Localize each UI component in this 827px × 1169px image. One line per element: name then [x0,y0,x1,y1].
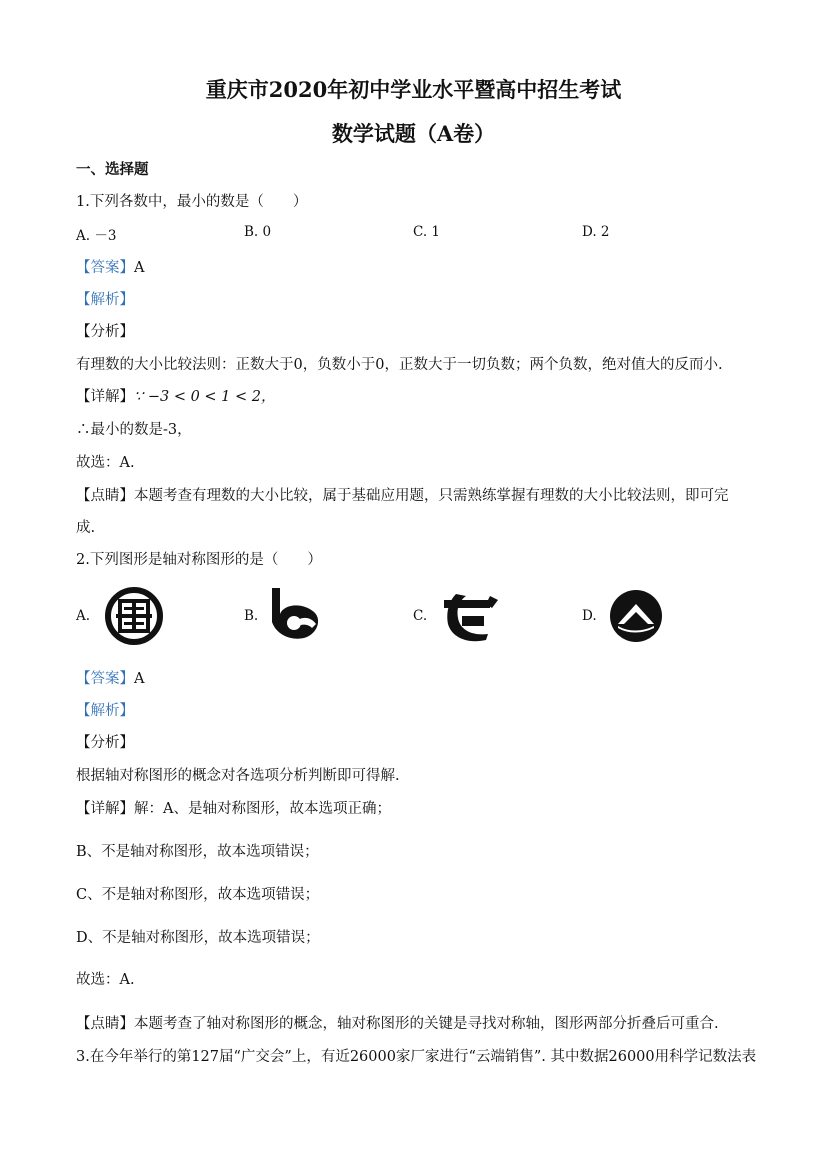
q1-option-b: B. 0 [244,224,272,240]
q2-stem: 2.下列图形是轴对称图形的是（ ） [76,552,322,568]
bank-logo-c-icon [438,586,504,646]
q2-answer-line [76,667,144,688]
q2-option-d-label: D. [582,608,597,624]
q2-fenxi: 根据轴对称图形的概念对各选项分析判断即可得解. [76,768,400,784]
q1-stem: 1.下列各数中，最小的数是（ ） [76,194,308,210]
comment-tag: 【点睛】 [76,488,134,504]
q2-option-a-label: A. [76,608,91,624]
q2-analysis-tag: 【解析】 [76,703,134,719]
section-heading: 一、选择题 [76,161,149,178]
page-subtitle: 数学试题（A卷） [331,121,496,146]
q2-line-d: D、不是轴对称图形，故本选项错误； [76,930,320,946]
q2-comment-line [76,1012,719,1033]
comment-tag: 【点睛】 [76,1016,134,1032]
q1-choose: 故选：A. [76,455,135,471]
q2-detail-line [76,797,391,818]
q2-detail: 解：A、是轴对称图形，故本选项正确； [134,801,391,817]
page-title: 重庆市2020年初中学业水平暨高中招生考试 [205,77,622,102]
q2-fenxi-tag: 【分析】 [76,735,134,751]
answer-tag: 【答案】 [76,671,134,687]
bank-logo-b-icon [268,586,324,642]
answer-tag: 【答案】 [76,260,134,276]
q1-comment: 本题考查有理数的大小比较，属于基础应用题，只需熟练掌握有理数的大小比较法则，即可完 [134,488,729,504]
q2-choose: 故选：A. [76,972,135,988]
q1-option-c: C. 1 [413,224,441,240]
q1-option-a: A. －3 [76,228,117,244]
q1-detail: ∵ −3 < 0 < 1 < 2， [134,389,276,405]
detail-tag: 【详解】 [76,801,134,817]
q2-answer: A [134,671,145,687]
q2-option-c-label: C. [413,608,428,624]
q1-conclusion: ∴最小的数是-3， [76,422,192,438]
q2-option-b-label: B. [244,608,259,624]
q2-comment: 本题考查了轴对称图形的概念，轴对称图形的关键是寻找对称轴，图形两部分折叠后可重合. [134,1016,719,1032]
detail-tag: 【详解】 [76,389,134,405]
q1-fenxi-tag: 【分析】 [76,324,134,340]
q1-comment-line [76,484,729,505]
q2-line-b: B、不是轴对称图形，故本选项错误； [76,844,319,860]
q2-line-c: C、不是轴对称图形，故本选项错误； [76,887,320,903]
q1-detail-line [76,385,276,406]
q1-answer: A [134,260,145,276]
bank-logo-a-icon [103,586,165,646]
q1-comment-cont: 成. [76,520,96,536]
q1-fenxi: 有理数的大小比较法则：正数大于0，负数小于0，正数大于一切负数；两个负数，绝对值大的反而小. [76,357,723,373]
q1-analysis-tag: 【解析】 [76,292,134,308]
bank-logo-d-icon [608,588,664,644]
q1-option-d: D. 2 [582,224,610,240]
q3-stem: 3.在今年举行的第127届“广交会”上，有近26000家厂家进行“云端销售”. 其中数据26000用科学记数法表 [76,1049,757,1065]
q1-answer-line [76,256,144,277]
